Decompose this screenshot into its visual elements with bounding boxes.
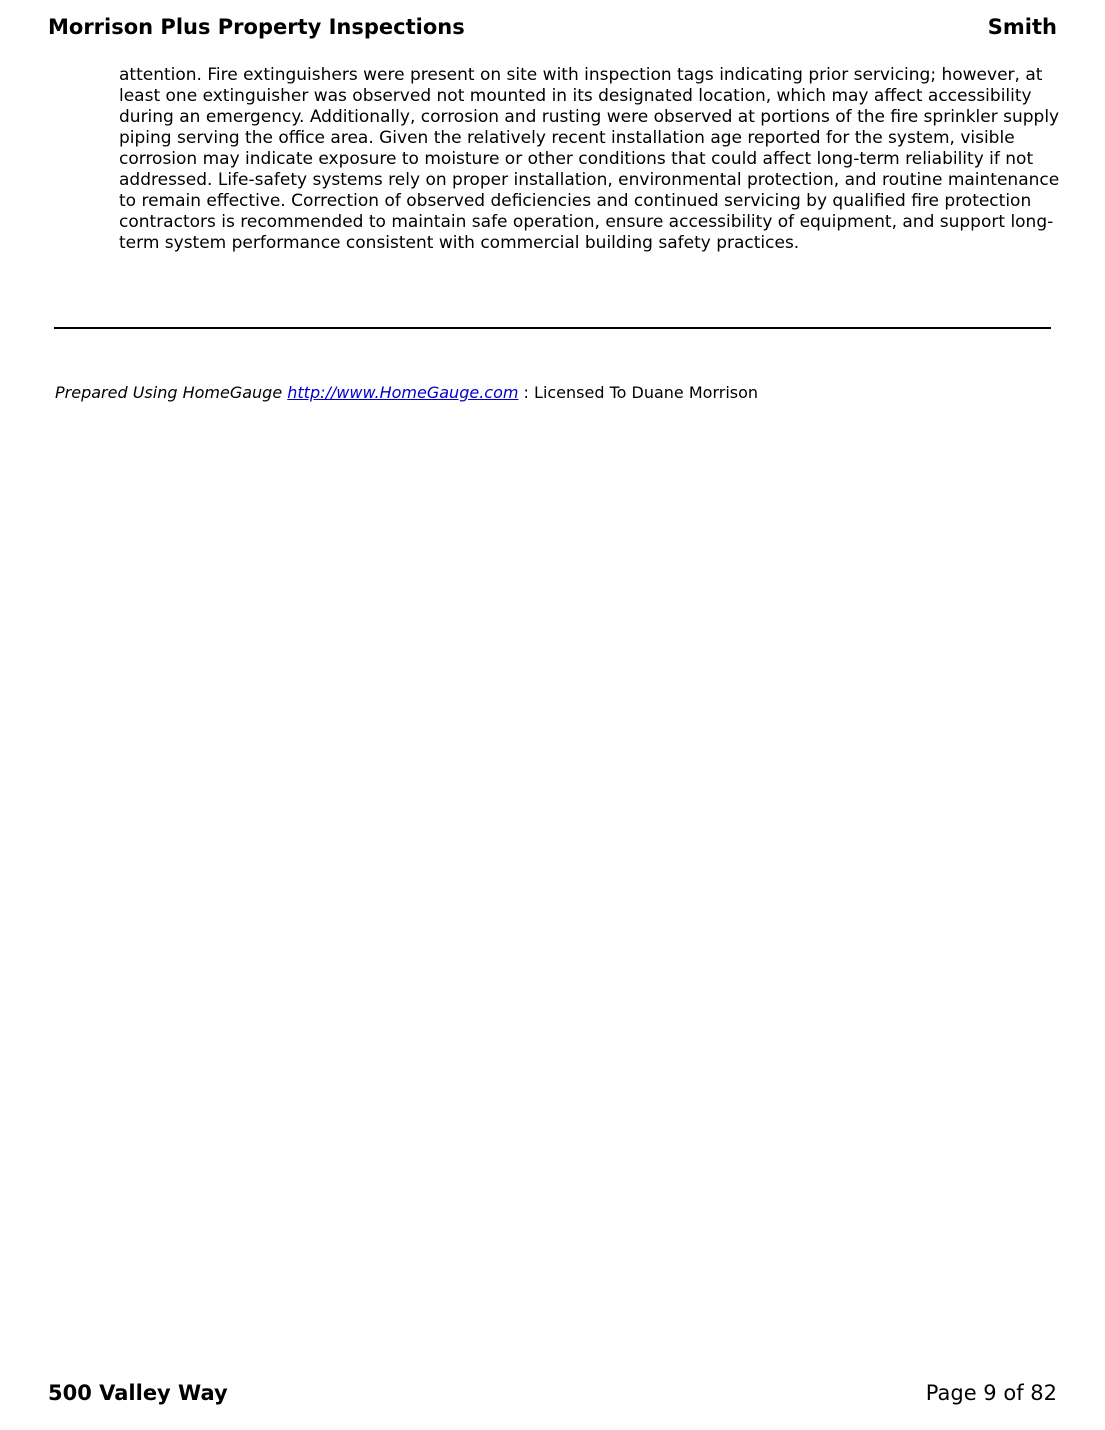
company-name: Morrison Plus Property Inspections — [48, 15, 465, 39]
page-number: Page 9 of 82 — [925, 1381, 1057, 1405]
property-address: 500 Valley Way — [48, 1381, 228, 1405]
homegauge-link[interactable]: http://www.HomeGauge.com — [287, 383, 519, 402]
report-paragraph: attention. Fire extinguishers were present on site with inspection tags indicating prior servicing; however, at least one extinguisher was observed not mounted in its designated location, which may affect accessibility during an emergency. Additionally, corrosion and rusting were observed at portions of the fire sprinkler supply piping serving the office area. Given the relatively recent installation age reported for the system, visible corrosion may indicate exposure to moisture or other conditions that could affect long-term reliability if not addressed. Life-safety systems rely on proper installation, environmental protection, and routine maintenance to remain effective. Correction of observed deficiencies and continued servicing by qualified fire protection contractors is recommended to maintain safe operation, ensure accessibility of equipment, and support long-term system performance consistent with commercial building safety practices. — [119, 65, 1060, 253]
prepared-by-line — [55, 383, 758, 403]
client-name: Smith — [987, 15, 1057, 39]
license-text: : Licensed To Duane Morrison — [523, 383, 759, 402]
page-footer — [48, 1378, 1057, 1408]
section-divider — [54, 327, 1051, 329]
page-header — [48, 12, 1057, 42]
prepared-prefix: Prepared Using HomeGauge — [55, 383, 283, 402]
